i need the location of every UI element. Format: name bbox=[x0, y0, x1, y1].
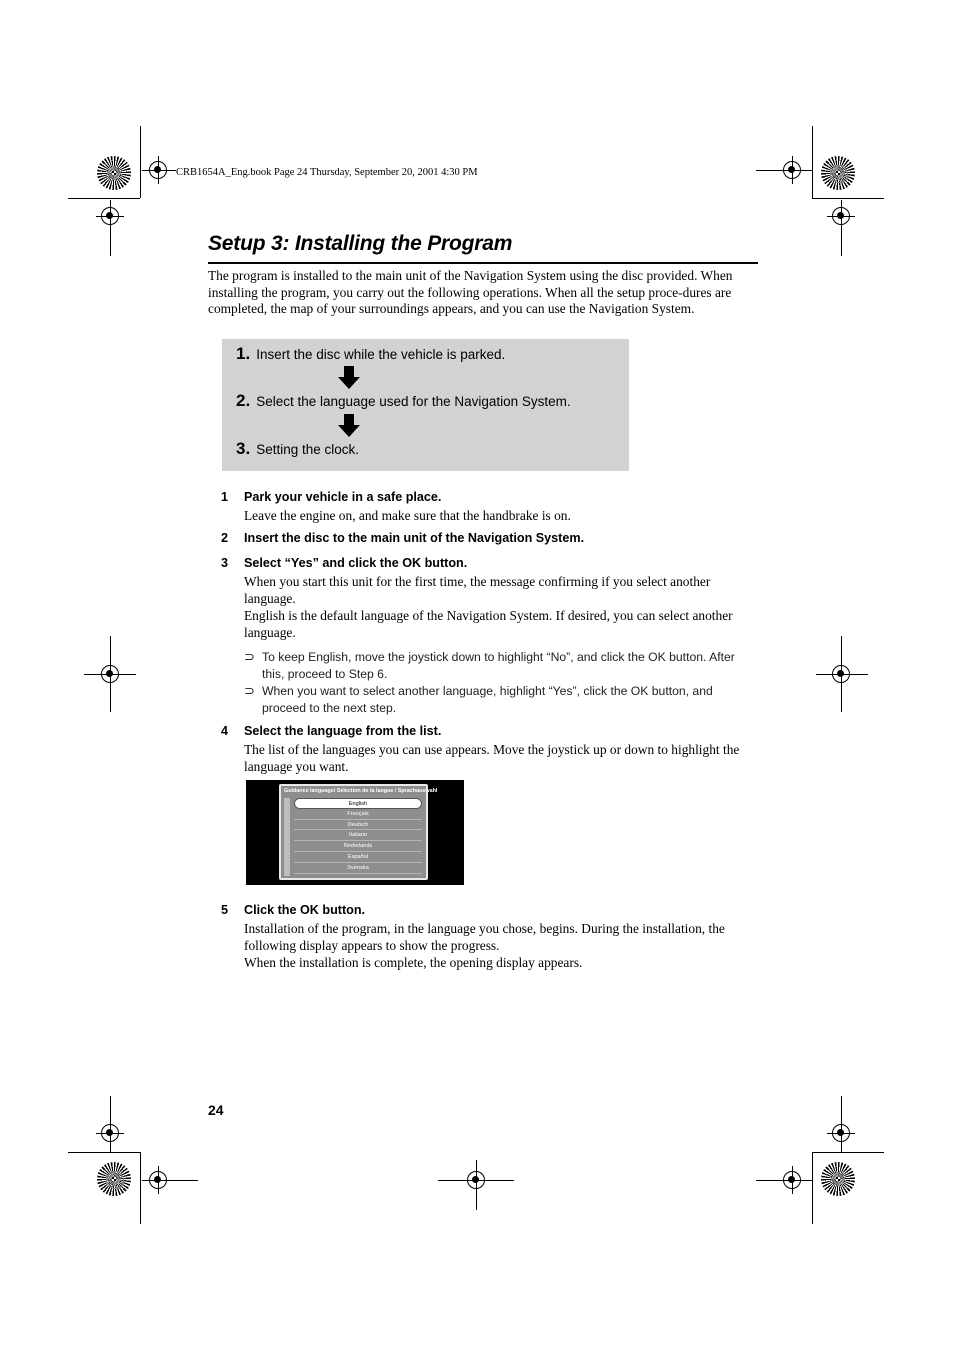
list-item: Nederlands bbox=[294, 841, 422, 852]
scrollbar bbox=[284, 798, 290, 876]
crosshair-icon bbox=[832, 207, 850, 225]
step-body: Installation of the program, in the language you chose, begins. During the installation, the following display appears to show the progress. bbox=[244, 921, 725, 953]
flow-step: 1. Insert the disc while the vehicle is parked. bbox=[236, 344, 506, 363]
page-title: Setup 3: Installing the Program bbox=[208, 232, 513, 255]
step-heading: 1 Park your vehicle in a safe place. bbox=[221, 490, 442, 504]
step-heading: 3 Select “Yes” and click the OK button. bbox=[221, 556, 468, 570]
down-arrow-icon bbox=[338, 414, 360, 437]
page-number: 24 bbox=[208, 1102, 224, 1118]
list-item: Français bbox=[294, 809, 422, 820]
title-rule bbox=[208, 262, 758, 264]
intro-paragraph: The program is installed to the main unit of the Navigation System using the disc provided. When installing the program, you carry out the following operations. When all the setup proce-dures are completed, the map of your surroundings appears, and you can use the Navigation System. bbox=[208, 268, 733, 317]
crosshair-icon bbox=[783, 1171, 801, 1189]
step-heading: 4 Select the language from the list. bbox=[221, 724, 442, 738]
crosshair-icon bbox=[101, 665, 119, 683]
crosshair-icon bbox=[149, 161, 167, 179]
procedure-flow-box bbox=[222, 339, 629, 471]
crosshair-icon bbox=[101, 1124, 119, 1142]
list-item: Italiano bbox=[294, 830, 422, 841]
step-body: Leave the engine on, and make sure that the handbrake is on. bbox=[244, 508, 571, 523]
crosshair-icon bbox=[832, 1124, 850, 1142]
flow-step: 3. Setting the clock. bbox=[236, 439, 359, 458]
registration-star-icon bbox=[97, 1162, 131, 1196]
step-body: When you start this unit for the first time, the message confirming if you select another language. bbox=[244, 574, 711, 606]
print-header: CRB1654A_Eng.book Page 24 Thursday, September 20, 2001 4:30 PM bbox=[176, 167, 478, 178]
flow-step: 2. Select the language used for the Navigation System. bbox=[236, 391, 571, 410]
registration-star-icon bbox=[821, 156, 855, 190]
note-item: ⊃ When you want to select another language, highlight “Yes”, click the OK button, and proceed to the next step. bbox=[244, 683, 713, 715]
down-arrow-icon bbox=[338, 366, 360, 389]
screen-title: Guidance language/ Sélection de la langue / Sprachauswahl bbox=[284, 788, 438, 794]
step-body: The list of the languages you can use appears. Move the joystick up or down to highlight the language you want. bbox=[244, 742, 740, 774]
language-list-panel bbox=[279, 784, 438, 880]
note-arrow-icon: ⊃ bbox=[244, 683, 255, 698]
list-item: Svenska bbox=[294, 863, 422, 874]
registration-star-icon bbox=[821, 1162, 855, 1196]
crosshair-icon bbox=[149, 1171, 167, 1189]
crosshair-icon bbox=[832, 665, 850, 683]
list-item: English bbox=[294, 798, 422, 809]
crosshair-icon bbox=[783, 161, 801, 179]
crosshair-icon bbox=[101, 207, 119, 225]
note-arrow-icon: ⊃ bbox=[244, 649, 255, 664]
step-body: When the installation is complete, the opening display appears. bbox=[244, 955, 583, 970]
list-item: Deutsch bbox=[294, 820, 422, 831]
step-heading: 2 Insert the disc to the main unit of the Navigation System. bbox=[221, 531, 585, 545]
step-heading: 5 Click the OK button. bbox=[221, 903, 366, 917]
note-item: ⊃ To keep English, move the joystick down to highlight “No”, and click the OK button. After this, proceed to Step 6. bbox=[244, 649, 735, 681]
step-body: English is the default language of the Navigation System. If desired, you can select another language. bbox=[244, 608, 733, 640]
registration-star-icon bbox=[97, 156, 131, 190]
crosshair-icon bbox=[467, 1171, 485, 1189]
language-list bbox=[294, 798, 422, 874]
list-item: Español bbox=[294, 852, 422, 863]
language-selection-screenshot bbox=[246, 780, 464, 885]
